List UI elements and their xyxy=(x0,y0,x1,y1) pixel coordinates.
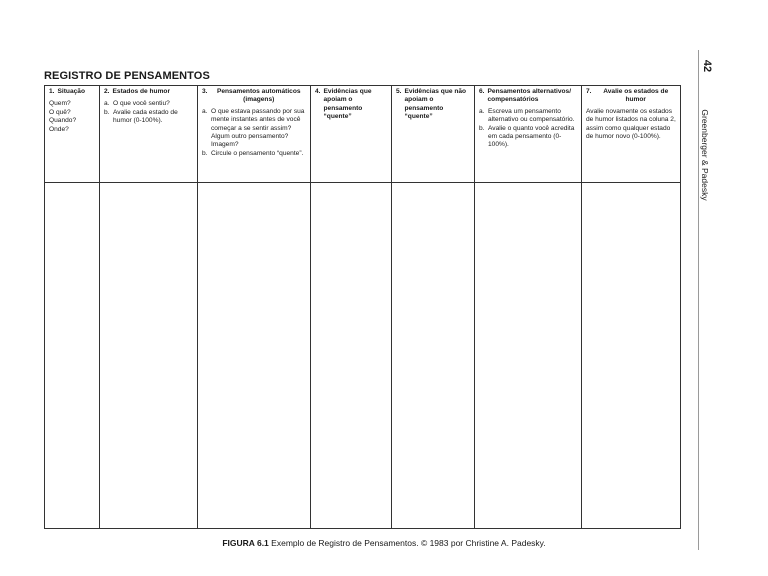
column-title: Estados de humor xyxy=(112,88,171,95)
column-number: 4. xyxy=(315,88,321,95)
form-title: REGISTRO DE PENSAMENTOS xyxy=(44,70,210,82)
prompt-line: O quê? xyxy=(49,108,71,116)
column-title: Pensamentos alternativos/ compensatórios xyxy=(487,88,572,104)
item-letter: b. xyxy=(479,124,485,132)
prompt-line: Quando? xyxy=(49,117,77,125)
column-supporting-evidence-header xyxy=(311,86,392,183)
column-title: Avalie os estados de humor xyxy=(603,88,669,104)
item-text: O que estava passando por sua mente instantes antes de você começar a se sentir assim? Algum outro pensamento? Imagem? xyxy=(211,107,305,149)
column-number: 7. xyxy=(586,88,592,95)
column-rerate-moods-header xyxy=(582,86,681,183)
column-opposing-evidence-header xyxy=(392,86,475,183)
entry-cell-alternative-thoughts[interactable] xyxy=(475,183,582,529)
entry-cell-moods[interactable] xyxy=(100,183,198,529)
prompt-line: Onde? xyxy=(49,125,69,133)
item-text: Avalie o quanto você acredita em cada pensamento (0-100%). xyxy=(488,124,575,149)
header-row xyxy=(45,86,681,183)
column-alternative-thoughts-header xyxy=(475,86,582,183)
instruction-paragraph: Avalie novamente os estados de humor listados na coluna 2, assim como qualquer estado de humor novo (0-100%). xyxy=(586,107,676,141)
column-moods-header xyxy=(100,86,198,183)
instruction-item xyxy=(479,125,578,150)
prompt-line: Quem? xyxy=(49,100,71,108)
column-automatic-thoughts-header xyxy=(198,86,311,183)
figure-caption xyxy=(0,538,768,548)
instruction-item xyxy=(479,108,578,125)
item-letter: a. xyxy=(202,107,208,115)
column-number: 5. xyxy=(396,88,402,95)
entry-cell-supporting-evidence[interactable] xyxy=(311,183,392,529)
entry-row xyxy=(45,183,681,529)
entry-cell-opposing-evidence[interactable] xyxy=(392,183,475,529)
column-title: Evidências que não apoiam o pensamento “quente” xyxy=(404,88,467,121)
column-number: 6. xyxy=(479,88,485,95)
item-letter: b. xyxy=(202,149,208,157)
entry-cell-situation[interactable] xyxy=(45,183,100,529)
side-rule xyxy=(698,50,699,550)
item-text: Escreva um pensamento alternativo ou compensatório. xyxy=(488,107,575,124)
instruction-item xyxy=(104,109,194,126)
item-letter: a. xyxy=(104,100,110,108)
instruction-item xyxy=(202,108,307,150)
column-title: Evidências que apoiam o pensamento “quente” xyxy=(323,88,372,121)
item-letter: b. xyxy=(104,108,110,116)
column-number: 2. xyxy=(104,88,110,95)
running-head: Greenberger & Padesky xyxy=(700,109,710,201)
entry-cell-rerate-moods[interactable] xyxy=(582,183,681,529)
item-letter: a. xyxy=(479,107,485,115)
item-text: Circule o pensamento “quente”. xyxy=(211,149,304,157)
column-number: 1. xyxy=(49,88,55,95)
instruction-item xyxy=(104,100,194,108)
page-number: 42 xyxy=(701,59,713,73)
item-text: Avalie cada estado de humor (0-100%). xyxy=(113,108,178,125)
column-title: Pensamentos automáticos (imagens) xyxy=(216,88,301,104)
column-situation-header xyxy=(45,86,100,183)
column-number: 3. xyxy=(202,88,208,95)
entry-cell-automatic-thoughts[interactable] xyxy=(198,183,311,529)
instruction-item xyxy=(202,150,307,158)
column-title: Situação xyxy=(57,88,85,95)
item-text: O que você sentiu? xyxy=(113,100,170,108)
thought-record-table xyxy=(44,85,681,529)
figure-caption-text: Exemplo de Registro de Pensamentos. © 1983 por Christine A. Padesky. xyxy=(271,538,546,548)
figure-label: FIGURA 6.1 xyxy=(222,538,269,548)
